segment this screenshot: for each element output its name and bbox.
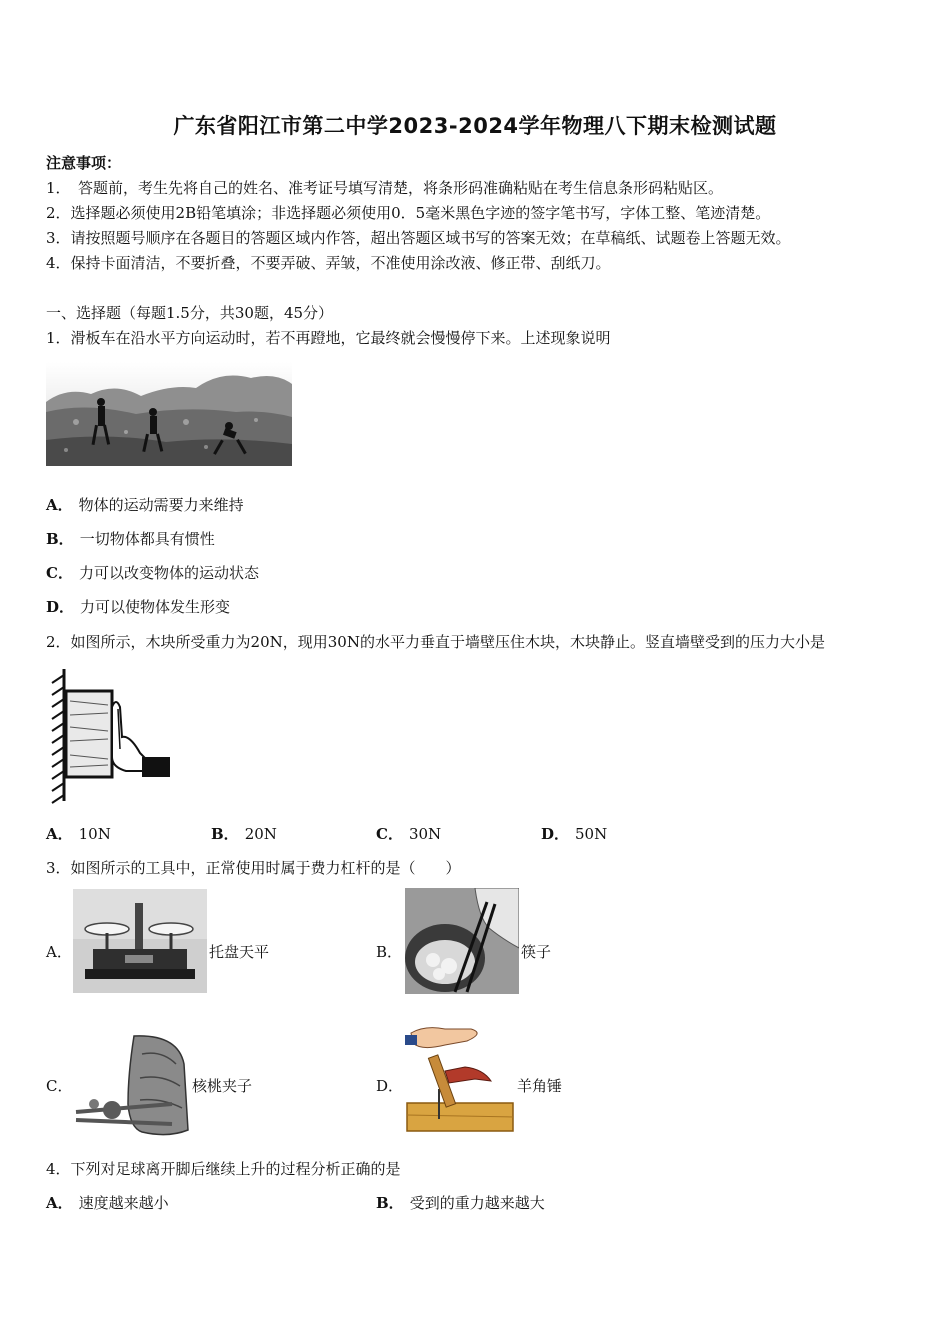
q3-nutcracker-image (72, 1034, 190, 1138)
q4-option-a: A． 速度越来越小 (46, 1194, 169, 1212)
q3-option-d-label: 羊角锤 (517, 1077, 563, 1095)
q3-chopsticks-image (405, 888, 519, 994)
notice-item-3: 3．请按照题号顺序在各题目的答题区域内作答，超出答题区域书写的答案无效；在草稿纸、试题卷上答题无效。 (46, 229, 791, 247)
q3-hammer-image (405, 1023, 515, 1135)
q3-option-c-letter: C． (46, 1077, 73, 1095)
notice-item-2: 2．选择题必须使用2B铅笔填涂；非选择题必须使用0．5毫米黑色字迹的签字笔书写，字体工整、笔迹清楚。 (46, 204, 771, 222)
question-2-text: 2．如图所示，木块所受重力为20N，现用30N的水平力垂直于墙壁压住木块，木块静止。竖直墙壁受到的压力大小是 (46, 633, 825, 651)
q1-option-c: C． 力可以改变物体的运动状态 (46, 564, 259, 582)
q3-option-c-label: 核桃夹子 (192, 1077, 253, 1095)
q2-option-d: D． 50N (541, 825, 608, 843)
notice-item-4: 4．保持卡面清洁，不要折叠，不要弄破、弄皱，不准使用涂改液、修正带、刮纸刀。 (46, 254, 611, 272)
q3-option-d-letter: D． (376, 1077, 404, 1095)
q3-balance-image (73, 889, 207, 993)
q3-option-b-letter: B． (376, 943, 403, 961)
page-title: 广东省阳江市第二中学2023-2024学年物理八下期末检测试题 (173, 114, 777, 138)
q3-option-a-label: 托盘天平 (209, 943, 270, 961)
q2-option-c: C． 30N (376, 825, 442, 843)
q4-option-b: B． 受到的重力越来越大 (376, 1194, 545, 1212)
q2-option-b: B． 20N (211, 825, 277, 843)
question-3-text: 3．如图所示的工具中，正常使用时属于费力杠杆的是（ ） (46, 859, 461, 877)
section-heading: 一、选择题（每题1.5分，共30题，45分） (46, 304, 334, 322)
q1-option-a: A． 物体的运动需要力来维持 (46, 496, 244, 514)
q2-option-a: A． 10N (46, 825, 111, 843)
notice-heading: 注意事项： (46, 154, 122, 172)
q3-option-a-letter: A． (46, 943, 72, 961)
notice-item-1: 1． 答题前，考生先将自己的姓名、准考证号填写清楚，将条形码准确粘贴在考生信息条形码粘贴区。 (46, 179, 724, 197)
q2-wall-block-figure (46, 667, 172, 805)
q3-option-b-label: 筷子 (521, 943, 552, 961)
q1-option-d: D． 力可以使物体发生形变 (46, 598, 231, 616)
question-4-text: 4．下列对足球离开脚后继续上升的过程分析正确的是 (46, 1160, 401, 1178)
q1-scooter-figure (46, 362, 292, 466)
question-1-text: 1．滑板车在沿水平方向运动时，若不再蹬地，它最终就会慢慢停下来。上述现象说明 (46, 329, 611, 347)
q1-option-b: B． 一切物体都具有惯性 (46, 530, 215, 548)
